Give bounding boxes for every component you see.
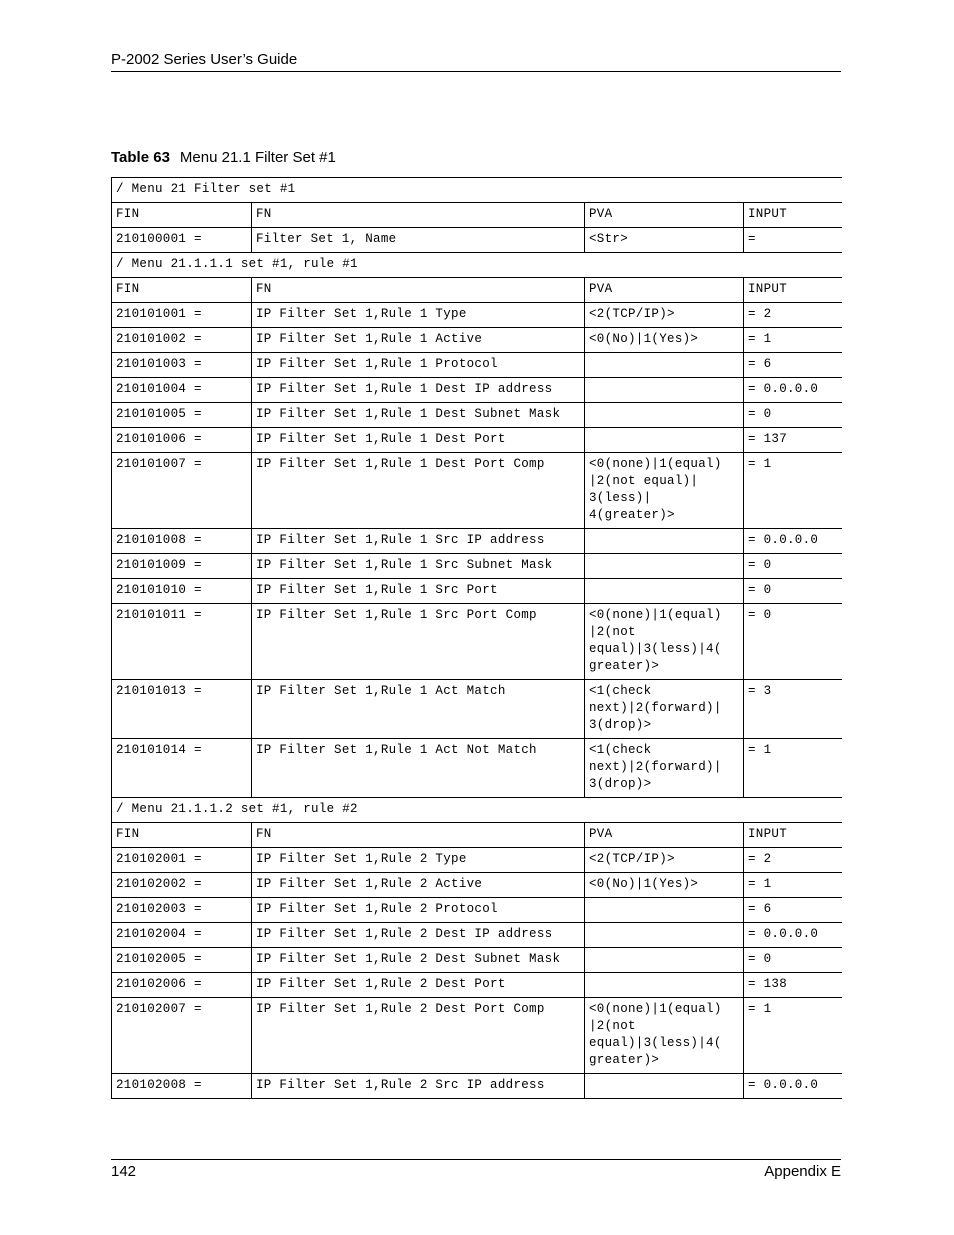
table-row [112, 278, 843, 303]
table-row [112, 873, 843, 898]
fn-cell: IP Filter Set 1,Rule 1 Dest Subnet Mask [252, 403, 585, 428]
fn-cell: IP Filter Set 1,Rule 1 Dest Port Comp [252, 453, 585, 529]
table-row [112, 403, 843, 428]
fin-cell: 210101014 = [112, 739, 252, 798]
footer-section: Appendix E [764, 1163, 841, 1180]
pva-cell [585, 898, 744, 923]
pva-cell: <0(No)|1(Yes)> [585, 873, 744, 898]
input-cell: = 138 [744, 973, 843, 998]
fin-cell: FIN [112, 203, 252, 228]
table-row [112, 739, 843, 798]
pva-cell [585, 428, 744, 453]
pva-cell: <0(none)|1(equal) |2(not equal)|3(less)|4( greater)> [585, 998, 744, 1074]
fin-cell: 210101010 = [112, 579, 252, 604]
fin-cell: 210101009 = [112, 554, 252, 579]
pva-cell: PVA [585, 823, 744, 848]
table-row [112, 428, 843, 453]
fin-cell: 210101004 = [112, 378, 252, 403]
page-header [111, 51, 841, 72]
section-title: / Menu 21.1.1.1 set #1, rule #1 [112, 253, 843, 278]
section-title: / Menu 21 Filter set #1 [112, 178, 843, 203]
table-container [111, 177, 842, 1099]
pva-cell: <1(check next)|2(forward)| 3(drop)> [585, 739, 744, 798]
input-cell: INPUT [744, 823, 843, 848]
fn-cell: FN [252, 203, 585, 228]
pva-cell: <0(No)|1(Yes)> [585, 328, 744, 353]
fn-cell: IP Filter Set 1,Rule 2 Active [252, 873, 585, 898]
input-cell: = 0 [744, 579, 843, 604]
fn-cell: IP Filter Set 1,Rule 1 Act Match [252, 680, 585, 739]
fin-cell: 210102007 = [112, 998, 252, 1074]
input-cell: = 1 [744, 739, 843, 798]
table-row [112, 303, 843, 328]
table-row [112, 529, 843, 554]
fn-cell: IP Filter Set 1,Rule 1 Protocol [252, 353, 585, 378]
pva-cell: <0(none)|1(equal) |2(not equal)|3(less)|4( greater)> [585, 604, 744, 680]
pva-cell: <Str> [585, 228, 744, 253]
table-body [112, 178, 843, 1099]
pva-cell [585, 554, 744, 579]
fin-cell: 210101003 = [112, 353, 252, 378]
fn-cell: IP Filter Set 1,Rule 2 Dest IP address [252, 923, 585, 948]
pva-cell [585, 378, 744, 403]
table-row [112, 898, 843, 923]
table-title: Menu 21.1 Filter Set #1 [179, 149, 336, 166]
fin-cell: 210102001 = [112, 848, 252, 873]
input-cell: = 6 [744, 898, 843, 923]
pva-cell [585, 923, 744, 948]
pva-cell [585, 353, 744, 378]
input-cell: = 1 [744, 328, 843, 353]
fn-cell: IP Filter Set 1,Rule 1 Src IP address [252, 529, 585, 554]
page-footer [111, 1159, 841, 1180]
input-cell: = 1 [744, 453, 843, 529]
section-title: / Menu 21.1.1.2 set #1, rule #2 [112, 798, 843, 823]
input-cell: = 0 [744, 604, 843, 680]
input-cell: INPUT [744, 203, 843, 228]
table-row [112, 823, 843, 848]
table-row [112, 378, 843, 403]
fin-cell: 210102006 = [112, 973, 252, 998]
table-row [112, 453, 843, 529]
input-cell: = 6 [744, 353, 843, 378]
pva-cell: <0(none)|1(equal) |2(not equal)| 3(less)| 4(greater)> [585, 453, 744, 529]
fin-cell: 210102005 = [112, 948, 252, 973]
input-cell: = 1 [744, 998, 843, 1074]
pva-cell [585, 973, 744, 998]
table-row [112, 848, 843, 873]
fin-cell: 210101002 = [112, 328, 252, 353]
table-row [112, 998, 843, 1074]
table-caption [111, 149, 336, 166]
fin-cell: 210101007 = [112, 453, 252, 529]
pva-cell: <2(TCP/IP)> [585, 848, 744, 873]
table-row [112, 973, 843, 998]
fn-cell: IP Filter Set 1,Rule 1 Src Subnet Mask [252, 554, 585, 579]
page-number: 142 [111, 1163, 137, 1180]
fn-cell: IP Filter Set 1,Rule 1 Src Port [252, 579, 585, 604]
section-header-row [112, 798, 843, 823]
fin-cell: 210102003 = [112, 898, 252, 923]
fn-cell: IP Filter Set 1,Rule 1 Dest IP address [252, 378, 585, 403]
table-row [112, 579, 843, 604]
table-row [112, 1074, 843, 1099]
fn-cell: IP Filter Set 1,Rule 2 Dest Subnet Mask [252, 948, 585, 973]
input-cell: = 1 [744, 873, 843, 898]
fin-cell: 210102004 = [112, 923, 252, 948]
fn-cell: FN [252, 823, 585, 848]
fin-cell: 210102008 = [112, 1074, 252, 1099]
input-cell: = [744, 228, 843, 253]
input-cell: = 0.0.0.0 [744, 923, 843, 948]
guide-title: P-2002 Series User’s Guide [111, 51, 298, 68]
table-row [112, 228, 843, 253]
pva-cell: PVA [585, 203, 744, 228]
fn-cell: IP Filter Set 1,Rule 1 Src Port Comp [252, 604, 585, 680]
pva-cell: <2(TCP/IP)> [585, 303, 744, 328]
input-cell: = 0 [744, 403, 843, 428]
section-header-row [112, 178, 843, 203]
input-cell: = 0.0.0.0 [744, 529, 843, 554]
input-cell: INPUT [744, 278, 843, 303]
fin-cell: 210101013 = [112, 680, 252, 739]
fin-cell: 210101011 = [112, 604, 252, 680]
table-row [112, 554, 843, 579]
table-row [112, 604, 843, 680]
fin-cell: FIN [112, 278, 252, 303]
input-cell: = 0.0.0.0 [744, 1074, 843, 1099]
fin-cell: 210101006 = [112, 428, 252, 453]
section-header-row [112, 253, 843, 278]
pva-cell [585, 948, 744, 973]
table-row [112, 353, 843, 378]
table-row [112, 203, 843, 228]
fin-cell: 210101005 = [112, 403, 252, 428]
pva-cell: <1(check next)|2(forward)| 3(drop)> [585, 680, 744, 739]
fn-cell: IP Filter Set 1,Rule 2 Type [252, 848, 585, 873]
pva-cell [585, 579, 744, 604]
pva-cell [585, 529, 744, 554]
fin-cell: 210101001 = [112, 303, 252, 328]
fin-cell: 210101008 = [112, 529, 252, 554]
fn-cell: IP Filter Set 1,Rule 2 Src IP address [252, 1074, 585, 1099]
fn-cell: Filter Set 1, Name [252, 228, 585, 253]
input-cell: = 2 [744, 303, 843, 328]
table-row [112, 328, 843, 353]
input-cell: = 0 [744, 948, 843, 973]
fn-cell: IP Filter Set 1,Rule 2 Protocol [252, 898, 585, 923]
input-cell: = 3 [744, 680, 843, 739]
fin-cell: 210102002 = [112, 873, 252, 898]
fn-cell: IP Filter Set 1,Rule 2 Dest Port [252, 973, 585, 998]
pva-cell [585, 1074, 744, 1099]
pva-cell [585, 403, 744, 428]
filter-set-table [111, 177, 842, 1099]
fn-cell: IP Filter Set 1,Rule 2 Dest Port Comp [252, 998, 585, 1074]
fin-cell: 210100001 = [112, 228, 252, 253]
input-cell: = 0.0.0.0 [744, 378, 843, 403]
fn-cell: IP Filter Set 1,Rule 1 Act Not Match [252, 739, 585, 798]
fn-cell: IP Filter Set 1,Rule 1 Active [252, 328, 585, 353]
table-row [112, 923, 843, 948]
input-cell: = 137 [744, 428, 843, 453]
table-row [112, 948, 843, 973]
fn-cell: IP Filter Set 1,Rule 1 Dest Port [252, 428, 585, 453]
pva-cell: PVA [585, 278, 744, 303]
fin-cell: FIN [112, 823, 252, 848]
fn-cell: FN [252, 278, 585, 303]
fn-cell: IP Filter Set 1,Rule 1 Type [252, 303, 585, 328]
table-number: Table 63 [111, 149, 170, 166]
input-cell: = 2 [744, 848, 843, 873]
input-cell: = 0 [744, 554, 843, 579]
table-row [112, 680, 843, 739]
